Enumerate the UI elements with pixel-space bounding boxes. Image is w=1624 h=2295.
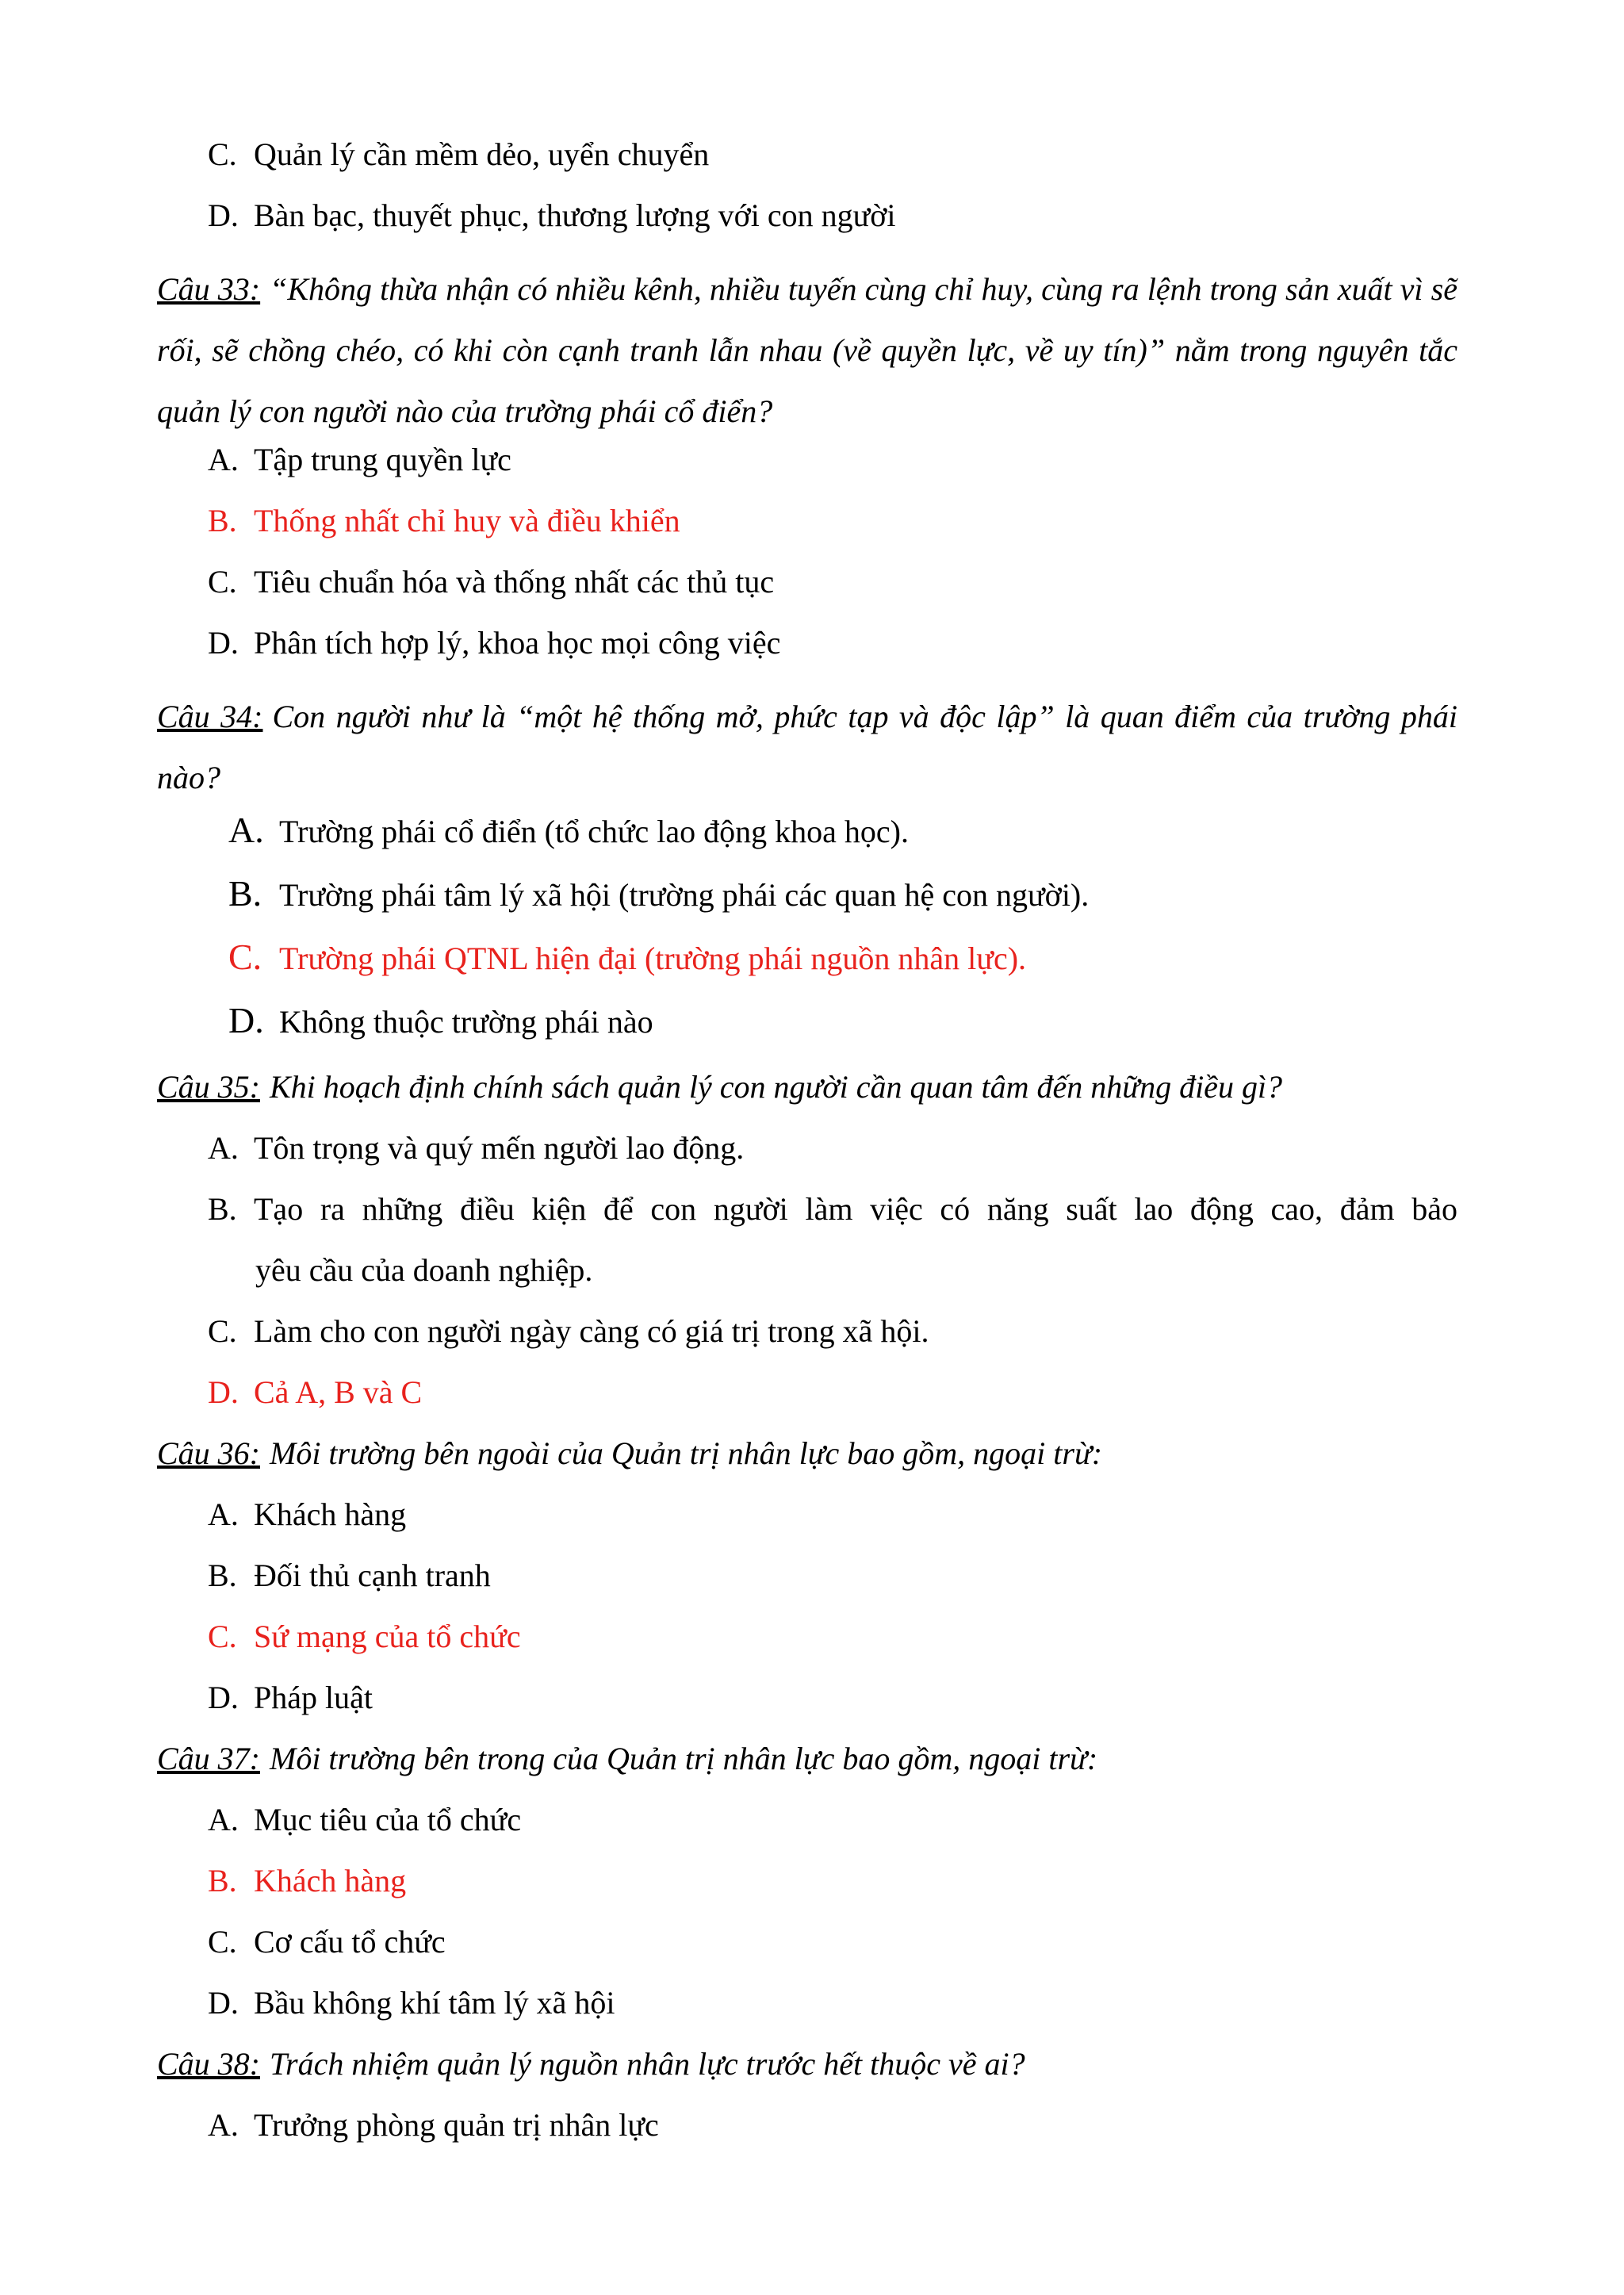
q37-option-d: [208, 1985, 1457, 2021]
question-number: Câu 34:: [157, 699, 263, 734]
question-38: [157, 2046, 1457, 2082]
option-text: Đối thủ cạnh tranh: [254, 1557, 491, 1593]
option-text: Trường phái tâm lý xã hội (trường phái các quan hệ con người).: [279, 877, 1090, 913]
q35-option-b: [208, 1191, 1457, 1228]
option-text: Tập trung quyền lực: [254, 442, 511, 477]
q36-option-d: [208, 1680, 1457, 1716]
q35-option-b-continuation: yêu cầu của doanh nghiệp.: [255, 1252, 593, 1288]
q38-option-a: [208, 2107, 1457, 2144]
q37-option-a: [208, 1802, 1457, 1838]
question-number: Câu 33:: [157, 271, 261, 307]
option-letter: B.: [208, 503, 237, 538]
question-text: Khi hoạch định chính sách quản lý con người cần quan tâm đến những điều gì?: [270, 1069, 1283, 1105]
question-text: Trách nhiệm quản lý nguồn nhân lực trước hết thuộc về ai?: [270, 2046, 1025, 2082]
option-text: Quản lý cần mềm dẻo, uyển chuyển: [254, 136, 710, 172]
question-text: Môi trường bên trong của Quản trị nhân lực bao gồm, ngoại trừ:: [270, 1741, 1098, 1776]
q34-option-b: [228, 875, 1478, 914]
question-35: [157, 1069, 1457, 1105]
option-letter: D.: [208, 1985, 239, 2021]
question-36: [157, 1435, 1457, 1472]
q33-option-d: [208, 625, 1457, 661]
option-letter: B.: [208, 1191, 237, 1227]
option-text: Khách hàng: [254, 1863, 407, 1898]
option-letter: D.: [228, 1000, 264, 1040]
option-letter: D.: [208, 1374, 239, 1410]
option-letter: D.: [208, 197, 239, 233]
option-letter: A.: [208, 1496, 239, 1532]
q36-option-b: [208, 1557, 1457, 1594]
option-text: Cả A, B và C: [254, 1374, 423, 1410]
option-letter: C.: [208, 1924, 237, 1960]
question-34: [157, 686, 1457, 808]
option-letter: D.: [208, 1680, 239, 1715]
option-text: Cơ cấu tổ chức: [254, 1924, 446, 1960]
option-text: Tiêu chuẩn hóa và thống nhất các thủ tục: [254, 564, 775, 600]
q33-option-a: [208, 442, 1457, 478]
option-text: Làm cho con người ngày càng có giá trị trong xã hội.: [254, 1313, 929, 1349]
q37-option-b-correct: [208, 1863, 1457, 1899]
option-text: Trưởng phòng quản trị nhân lực: [254, 2107, 659, 2143]
q33-option-b-correct: [208, 503, 1457, 539]
option-letter: B.: [228, 873, 262, 914]
option-letter: A.: [208, 2107, 239, 2143]
option-text: Trường phái cổ điển (tổ chức lao động khoa học).: [279, 814, 909, 849]
q34-option-d: [228, 1002, 1478, 1040]
q34-option-a: [228, 812, 1478, 850]
q32-option-d: [208, 197, 1457, 234]
question-37: [157, 1741, 1457, 1777]
option-text: Bầu không khí tâm lý xã hội: [254, 1985, 615, 2021]
option-text: Khách hàng: [254, 1496, 407, 1532]
question-text: Con người như là “một hệ thống mở, phức tạp và độc lập” là quan điểm của trường phái nào?: [157, 699, 1458, 795]
option-text: Pháp luật: [254, 1680, 373, 1715]
q37-option-c: [208, 1924, 1457, 1960]
q34-option-c-correct: [228, 939, 1478, 977]
option-letter: B.: [208, 1863, 237, 1898]
question-33: [157, 259, 1457, 442]
option-letter: D.: [208, 625, 239, 661]
option-letter: B.: [208, 1557, 237, 1593]
q35-option-d-correct: [208, 1374, 1457, 1411]
option-text: Phân tích hợp lý, khoa học mọi công việc: [254, 625, 781, 661]
option-text: Sứ mạng của tổ chức: [254, 1619, 521, 1654]
option-letter: A.: [208, 1130, 239, 1166]
option-text: Mục tiêu của tổ chức: [254, 1802, 522, 1837]
question-text: Môi trường bên ngoài của Quản trị nhân lực bao gồm, ngoại trừ:: [270, 1435, 1103, 1471]
question-number: Câu 36:: [157, 1435, 260, 1471]
option-letter: C.: [208, 1313, 237, 1349]
question-text: “Không thừa nhận có nhiều kênh, nhiều tuyến cùng chỉ huy, cùng ra lệnh trong sản xuất vì sẽ rối, sẽ chồng chéo, có khi còn cạnh tranh lẫn nhau (về quyền lực, về uy tín)” nằm trong nguyên tắc quản lý con người nào của trường phái cổ điển?: [157, 271, 1457, 429]
q35-option-c: [208, 1313, 1457, 1350]
question-number: Câu 37:: [157, 1741, 260, 1776]
option-text: Bàn bạc, thuyết phục, thương lượng với con người: [254, 197, 896, 233]
q33-option-c: [208, 564, 1457, 600]
option-letter: A.: [208, 1802, 239, 1837]
q36-option-c-correct: [208, 1619, 1457, 1655]
option-letter: C.: [208, 1619, 237, 1654]
question-number: Câu 35:: [157, 1069, 260, 1105]
option-letter: C.: [208, 136, 237, 172]
option-text: Tôn trọng và quý mến người lao động.: [254, 1130, 745, 1166]
option-text: Thống nhất chỉ huy và điều khiển: [254, 503, 680, 538]
option-letter: A.: [228, 810, 264, 850]
option-letter: C.: [208, 564, 237, 600]
option-text: Tạo ra những điều kiện để con người làm việc có năng suất lao động cao, đảm bảo: [254, 1191, 1457, 1227]
option-text: Không thuộc trường phái nào: [279, 1004, 653, 1040]
option-letter: C.: [228, 937, 262, 977]
q35-option-a: [208, 1130, 1457, 1167]
question-number: Câu 38:: [157, 2046, 260, 2082]
q32-option-c: [208, 136, 1457, 173]
option-text: Trường phái QTNL hiện đại (trường phái nguồn nhân lực).: [279, 941, 1027, 976]
q36-option-a: [208, 1496, 1457, 1533]
option-letter: A.: [208, 442, 239, 477]
